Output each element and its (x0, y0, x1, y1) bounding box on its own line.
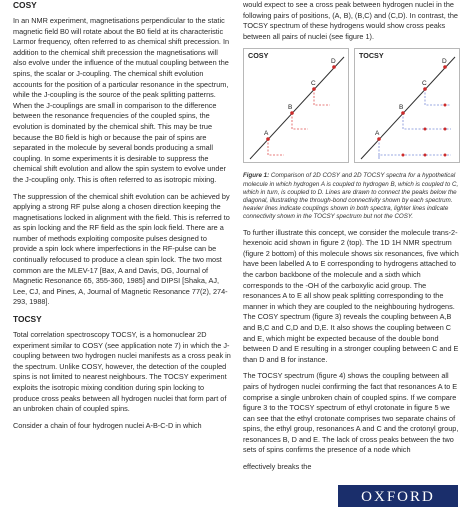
tocsy-panel-title: TOCSY (359, 51, 384, 61)
cosy-label-a: A (264, 130, 269, 138)
oxford-logo: OXFORD (338, 485, 458, 507)
caption-lead: Figure 1: (243, 172, 270, 180)
tocsy-cross-ad (444, 154, 447, 157)
right-paragraph-2: To further illustrate this concept, we consider the molecule trans-2-hexenoic acid shown in figure 2 (top). The 1D 1H NMR spectrum (figure 2 bottom) of this molecule shows six resonances, five which have been labelled A to E corresponding to hydrogens attached to the carbon backbone of the molecule and a sixth which corresponds to the -OH of the carboxylic acid group. The resonances A to E all show peak splitting corresponding to the manner in which they are coupled to the neighbouring hydrogens. The COSY spectrum (figure 3) reveals the coupling between A,B and B,C and C,D and D,E. It also shows the coupling between C and E, which might be expected because of the double bond between D and E resulting in a stronger coupling between C and E than D and B for instance. (243, 227, 459, 364)
tocsy-label-c: C (422, 80, 427, 88)
tocsy-cross-bd (444, 128, 447, 131)
figure-1 (243, 48, 461, 166)
right-column (243, 0, 461, 473)
heading-tocsy: TOCSY (13, 314, 42, 325)
cosy-connector-cd (314, 89, 330, 105)
tocsy-paragraph-1: Total correlation spectroscopy TOCSY, is a homonuclear 2D experiment similar to COSY (see application note 7) in which the J-coupling between two hydrogen nuclei manifests as a cross peak in the spectrum. Unlike COSY, however, the detection of the coupled spins is not limited to nearest neighbours. The TOCSY experiment exploits the isotropic mixing condition during spin locking to produce cross peaks between all hydrogen nuclei that form part of an unbroken chain of coupled spins. (13, 330, 231, 414)
tocsy-paragraph-2: Consider a chain of four hydrogen nuclei A-B-C-D in which (13, 420, 202, 430)
tocsy-panel (354, 48, 460, 163)
cosy-peak-c (312, 88, 316, 92)
right-paragraph-3-tail: effectively breaks the (243, 462, 312, 472)
cosy-spectrum (244, 49, 348, 162)
figure-1-caption (243, 172, 461, 221)
cosy-panel-title: COSY (248, 51, 269, 61)
cosy-peak-a (266, 138, 270, 142)
tocsy-cross-ab (402, 154, 405, 157)
cosy-paragraph-1: In an NMR experiment, magnetisations perpendicular to the static magnetic field B0 will rotate about the B0 field at its characteristic Larmor frequency, often referred to as chemical shift precession. In addition to the chemical shift precession the magnetisations will also evolve under the influence of the mutual coupling between the spins, the scalar or J-coupling. The chemical shift evolution accounts for the position of a particular resonance in the spectrum, while the J-coupling is the source of the peak splitting patterns. When the J-couplings are small in comparison to the difference between the resonance frequencies of the coupled spins, the evolution is dominated by the chemical shift. This may be true because the B0 field is high or because the pair of spins are separated in the molecule by several bonds producing a small coupling. In some experiments it is desirable to suppress the chemical shift evolution and allow the spin system to evolve under the J-coupling only. This is often referred to as isotropic mixing. (13, 16, 230, 184)
tocsy-peak-b (401, 112, 405, 116)
cosy-connector-ab (268, 139, 284, 155)
tocsy-cross-cd (444, 104, 447, 107)
cosy-label-c: C (311, 80, 316, 88)
tocsy-cross-ac (424, 154, 427, 157)
tocsy-label-d: D (442, 58, 447, 66)
tocsy-connector-c (425, 89, 451, 105)
left-column (13, 0, 232, 437)
tocsy-diagonal-line (361, 57, 455, 159)
tocsy-connector-b (403, 113, 451, 129)
cosy-label-b: B (288, 104, 293, 112)
intro-paragraph: would expect to see a cross peak between hydrogen nuclei in the following pairs of positions, (A, B), (B,C) and (C,D). In contrast, the TOCSY spectrum of these hydrogens would show cross peaks between all pairs of nuclei (see figure 1). (243, 0, 458, 41)
tocsy-peak-c (423, 88, 427, 92)
heading-cosy: COSY (13, 0, 37, 10)
cosy-peak-d (332, 66, 336, 70)
cosy-label-d: D (331, 58, 336, 66)
tocsy-label-a: A (375, 130, 380, 138)
tocsy-spectrum (355, 49, 459, 162)
tocsy-cross-bc (424, 128, 427, 131)
cosy-peak-b (290, 112, 294, 116)
cosy-connector-bc (292, 113, 308, 129)
cosy-paragraph-2: The suppression of the chemical shift evolution can be achieved by applying a strong RF pulse along a chosen direction keeping the magnetisations locked in alignment with the field. This is referred to as spin locking and the RF field as the spin lock field. There are a number of methods exploiting composite pulses designed to provide a spin lock where imperfections in the RF-pulse can be continually refocused to produce a clean spin lock. The two most common are the MLEV-17 [Bax, A and Davis, DG, Journal of Magnetic Resonance 65, 355-360, 1985] and DIPSI [Shaka, AJ, Lee, CJ, and Pines, A, Journal of Magnetic Resonance 77(2), 274-293, 1988]. (13, 191, 230, 307)
tocsy-connector-a (379, 139, 451, 155)
cosy-panel (243, 48, 349, 163)
right-paragraph-3: The TOCSY spectrum (figure 4) shows the coupling between all pairs of hydrogen nuclei confirming the fact that resonances A to E comprise a single unbroken chain of coupled spins. If we compare figure 3 to the TOCSY spectrum of ethyl crotonate in figure 5 we can see that the ethyl crotonate comprises two separate chains of spins, the ethyl group, resonances A and C and the crotonyl group, resonances B, D and E. The lack of cross peaks between the two sets of spins confirms the presence of a node which (243, 371, 459, 455)
caption-text: Comparison of 2D COSY and 2D TOCSY spectra for a hypothetical molecule in which hydrogen A is coupled to hydrogen B, which is coupled to C, which in turn, is coupled to D. Lines are drawn to connect the peaks below the diagonal, illustrating the through-bond connectivity shown by each spectrum. heavier lines indicate couplings shown in both spectra, lighter lines indicate connectivity shown in the TOCSY spectrum but not the COSY. (243, 172, 459, 221)
cosy-diagonal-line (250, 57, 344, 159)
tocsy-label-b: B (399, 104, 404, 112)
tocsy-peak-d (443, 66, 447, 70)
tocsy-peak-a (377, 138, 381, 142)
